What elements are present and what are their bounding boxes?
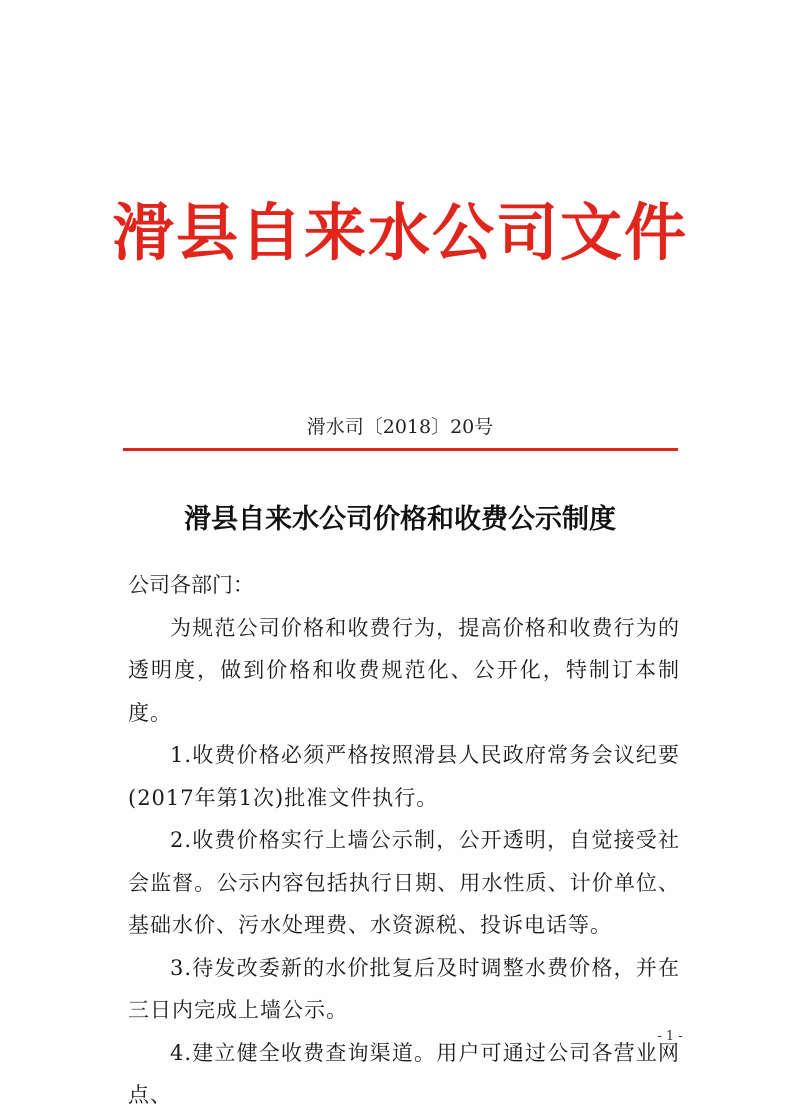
document-body bbox=[128, 564, 680, 1117]
document-number: 滑水司〔2018〕20号 bbox=[306, 416, 494, 438]
paragraph-item-4: 4.建立健全收费查询渠道。用户可通过公司各营业网点、 bbox=[128, 1040, 680, 1107]
salutation: 公司各部门： bbox=[128, 573, 254, 597]
red-divider-line bbox=[123, 448, 678, 451]
document-masthead: 滑县自来水公司文件 bbox=[111, 196, 688, 269]
paragraph-intro: 为规范公司价格和收费行为，提高价格和收费行为的透明度，做到价格和收费规范化、公开化，特制订本制度。 bbox=[128, 615, 680, 725]
paragraph-item-2: 2.收费价格实行上墙公示制，公开透明，自觉接受社会监督。公示内容包括执行日期、用水性质、计价单位、基础水价、污水处理费、水资源税、投诉电话等。 bbox=[128, 828, 680, 937]
paragraph-item-3: 3.待发改委新的水价批复后及时调整水费价格，并在三日内完成上墙公示。 bbox=[128, 955, 680, 1022]
page-number: - 1 - bbox=[657, 1029, 683, 1044]
document-title: 滑县自来水公司价格和收费公示制度 bbox=[184, 504, 616, 535]
paragraph-item-1: 1.收费价格必须严格按照滑县人民政府常务会议纪要(2017年第1次)批准文件执行。 bbox=[128, 743, 680, 810]
